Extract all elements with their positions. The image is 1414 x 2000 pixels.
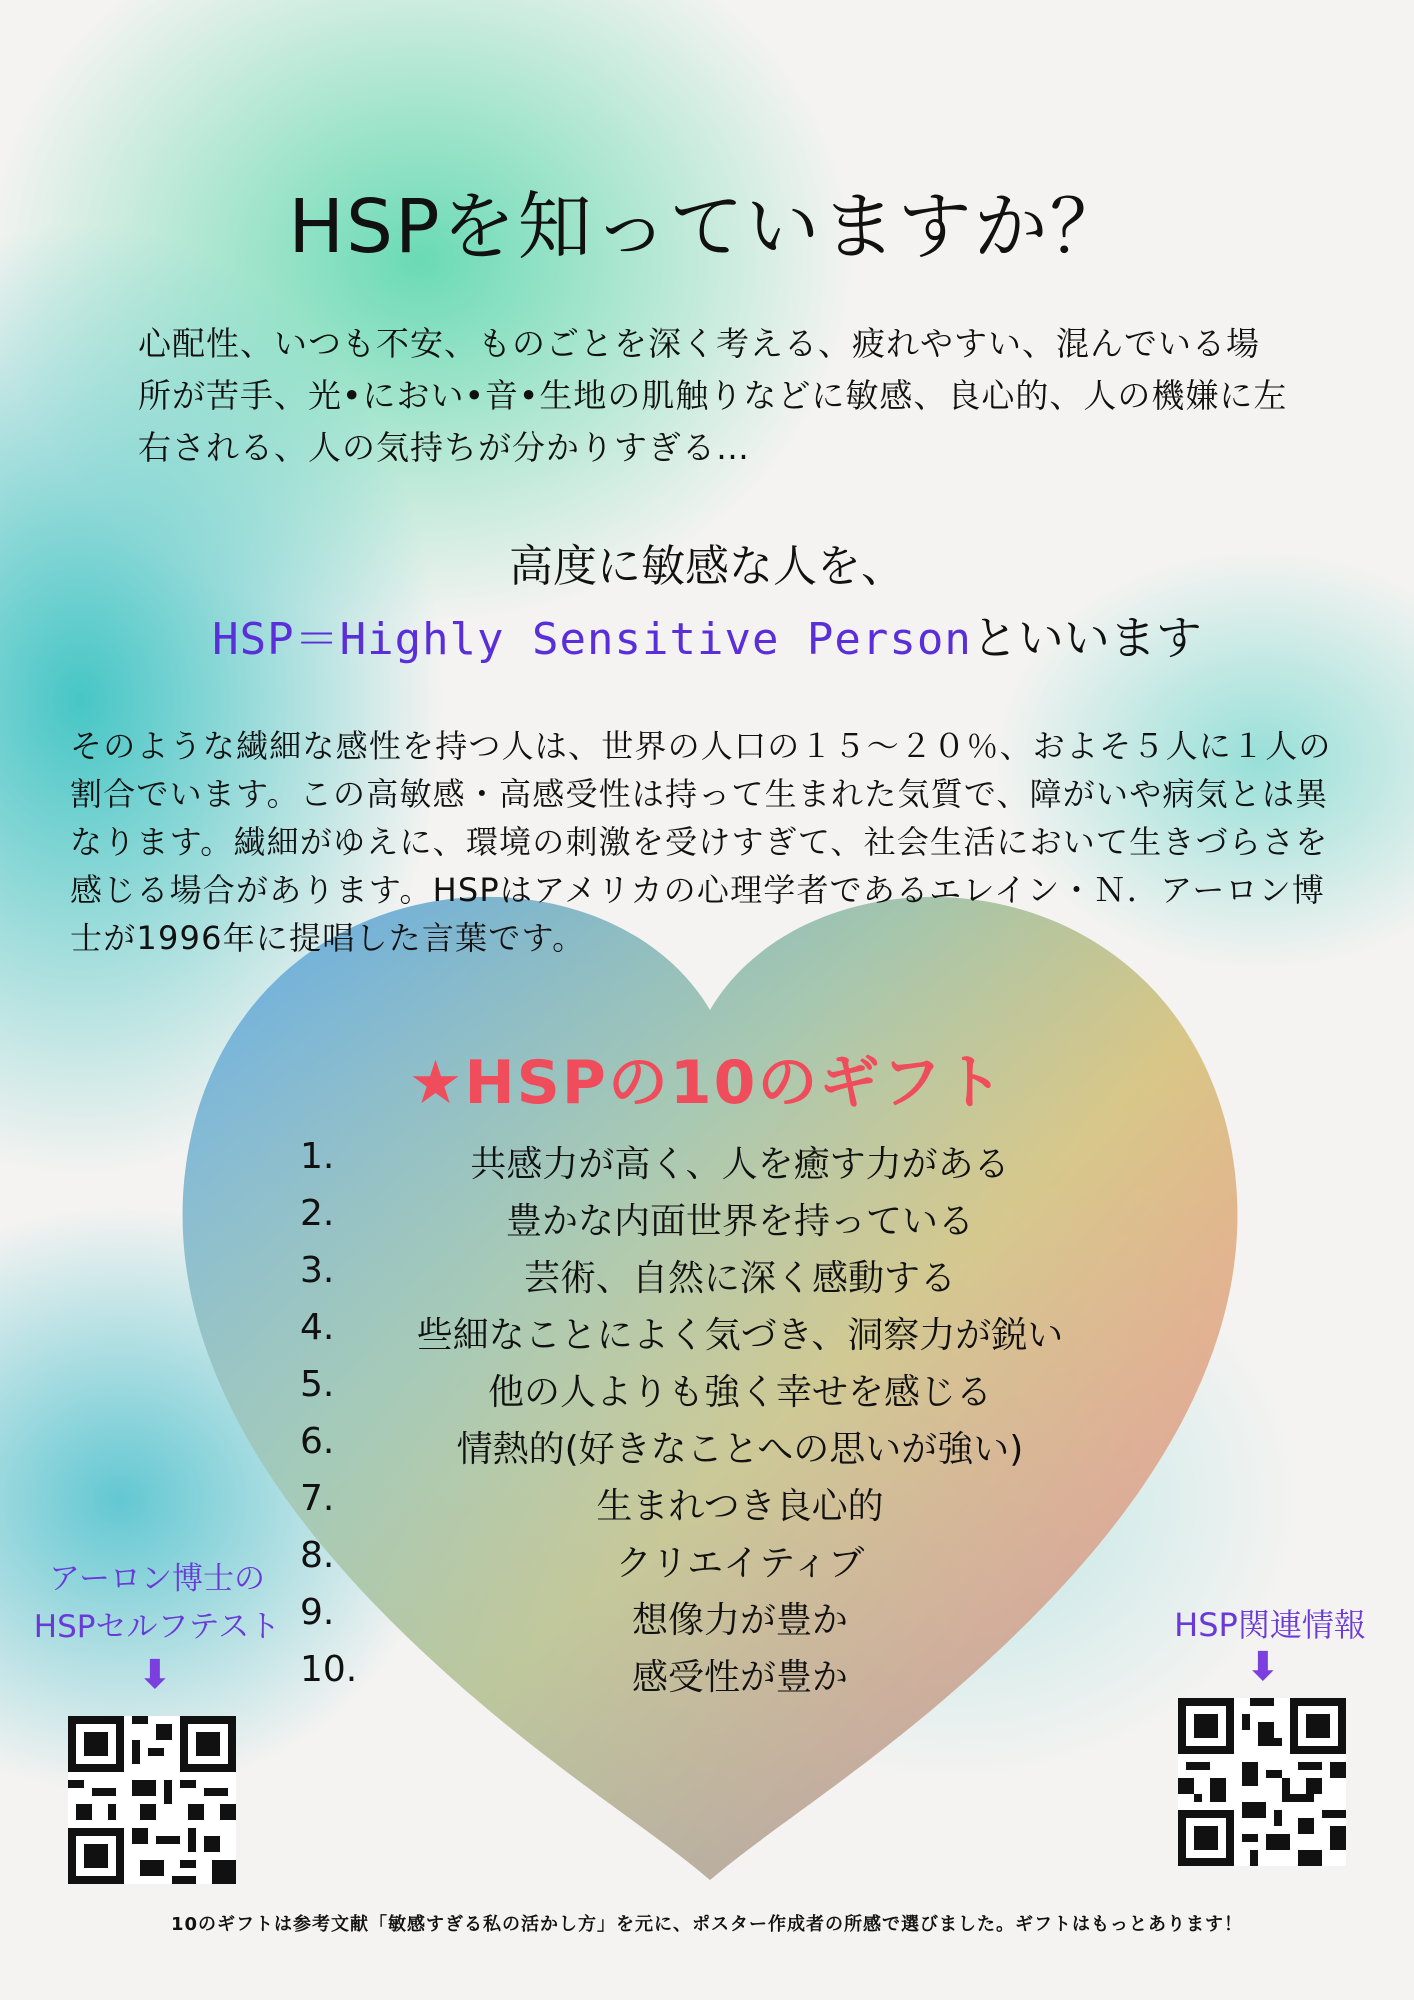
list-item-number: 5. <box>300 1364 335 1405</box>
list-item <box>300 1592 1120 1649</box>
list-item-number: 3. <box>300 1250 335 1291</box>
arrow-down-icon: ⬇ <box>1246 1644 1280 1690</box>
list-item <box>300 1136 1120 1193</box>
list-item-number: 9. <box>300 1592 335 1633</box>
list-item <box>300 1364 1120 1421</box>
intro-paragraph: 心配性、いつも不安、ものごとを深く考える、疲れやすい、混んでいる場所が苦手、光•におい•音•生地の肌触りなどに敏感、良心的、人の機嫌に左右される、人の気持ちが分かりすぎる… <box>138 324 1288 467</box>
footnote: 10のギフトは参考文献「敏感すぎる私の活かし方」を元に、ポスター作成者の所感で選びました。ギフトはもっとあります！ <box>170 1914 1244 1935</box>
list-item <box>300 1535 1120 1592</box>
list-item-text: クリエイティブ <box>615 1543 865 1584</box>
list-item <box>300 1478 1120 1535</box>
gifts-list <box>300 1136 1120 1706</box>
list-item <box>300 1649 1120 1706</box>
lead-line-1: 高度に敏感な人を、 <box>509 541 905 592</box>
self-test-label <box>12 1555 302 1651</box>
list-item <box>300 1307 1120 1364</box>
body-paragraph: そのような繊細な感性を持つ人は、世界の人口の１５～２０％、およそ５人に１人の割合でいます。この高敏感・高感受性は持って生まれた気質で、障がいや病気とは異なります。繊細がゆえに、環境の刺激を受けすぎて、社会生活において生きづらさを感じる場合があります。HSPはアメリカの心理学者であるエレイン・Ｎ．アーロン博士が1996年に提唱した言葉です。 <box>70 727 1332 957</box>
list-item-number: 7. <box>300 1478 335 1519</box>
list-item-text: 感受性が豊か <box>631 1657 848 1698</box>
list-item <box>300 1421 1120 1478</box>
hsp-info-label: HSP関連情報 <box>1174 1606 1366 1644</box>
self-test-label-line1: アーロン博士の <box>48 1561 266 1597</box>
lead-suffix: といいます <box>971 611 1202 665</box>
list-item-number: 10. <box>300 1649 358 1690</box>
list-item-text: 他の人よりも強く幸せを感じる <box>487 1372 992 1413</box>
qr-code-icon[interactable] <box>68 1716 236 1884</box>
list-item-text: 豊かな内面世界を持っている <box>505 1201 974 1242</box>
list-item-text: 些細なことによく気づき、洞察力が鋭い <box>416 1315 1064 1356</box>
qr-code-icon[interactable] <box>1178 1698 1346 1866</box>
lead-line-2 <box>0 602 1414 668</box>
list-item <box>300 1193 1120 1250</box>
list-item-number: 6. <box>300 1421 335 1462</box>
list-item-text: 芸術、自然に深く感動する <box>523 1258 956 1299</box>
list-item-text: 生まれつき良心的 <box>596 1486 884 1527</box>
gifts-title: ★HSPの10のギフト <box>408 1048 1006 1118</box>
hsp-definition-highlight: HSP＝Highly Sensitive Person <box>212 614 972 665</box>
list-item <box>300 1250 1120 1307</box>
list-item-number: 8. <box>300 1535 335 1576</box>
list-item-number: 4. <box>300 1307 335 1348</box>
list-item-text: 想像力が豊か <box>631 1600 848 1641</box>
arrow-down-icon: ⬇ <box>138 1652 172 1698</box>
list-item-number: 2. <box>300 1193 335 1234</box>
page-title: HSPを知っていますか？ <box>288 184 1126 270</box>
list-item-text: 情熱的(好きなことへの思いが強い) <box>456 1429 1024 1470</box>
self-test-label-line2: HSPセルフテスト <box>33 1609 281 1645</box>
list-item-number: 1. <box>300 1136 335 1177</box>
list-item-text: 共感力が高く、人を癒す力がある <box>470 1144 1010 1185</box>
